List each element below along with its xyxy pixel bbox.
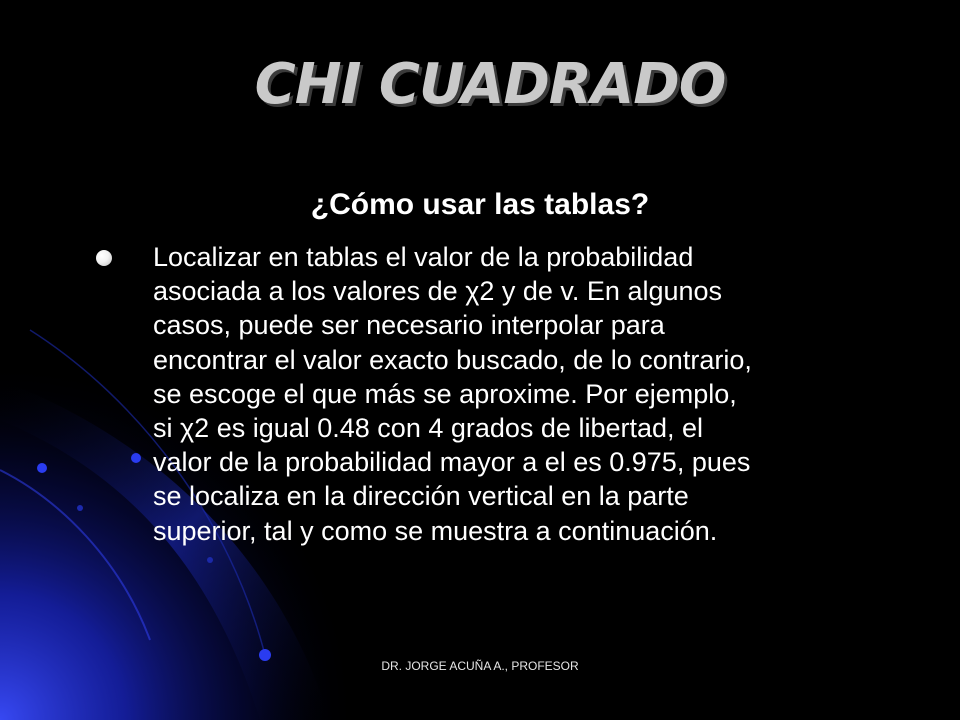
bullet-line: asociada a los valores de χ2 y de v. En algunos (153, 276, 723, 307)
slide-title: CHI CUADRADO (254, 52, 726, 117)
decor-dot (77, 505, 83, 511)
slide-footer: DR. JORGE ACUÑA A., PROFESOR (381, 659, 579, 673)
slide-subtitle: ¿Cómo usar las tablas? (310, 188, 650, 221)
bullet-line: encontrar el valor exacto buscado, de lo contrario, (153, 344, 752, 375)
bullet-line: superior, tal y como se muestra a continuación. (153, 515, 718, 546)
bullet-line: valor de la probabilidad mayor a el es 0.975, pues (153, 447, 751, 478)
bullet-line: se localiza en la dirección vertical en la parte (153, 481, 689, 512)
bullet-text (153, 240, 893, 548)
bullet-line: Localizar en tablas el valor de la probabilidad (153, 242, 694, 272)
bullet-line: si χ2 es igual 0.48 con 4 grados de libertad, el (153, 413, 704, 444)
decor-dot (207, 557, 213, 563)
decor-dot (131, 453, 141, 463)
bullet-dot-icon (96, 250, 112, 266)
decor-dot (37, 463, 47, 473)
bullet-line: se escoge el que más se aproxime. Por ejemplo, (153, 378, 737, 409)
bullet-line: casos, puede ser necesario interpolar para (153, 310, 665, 341)
